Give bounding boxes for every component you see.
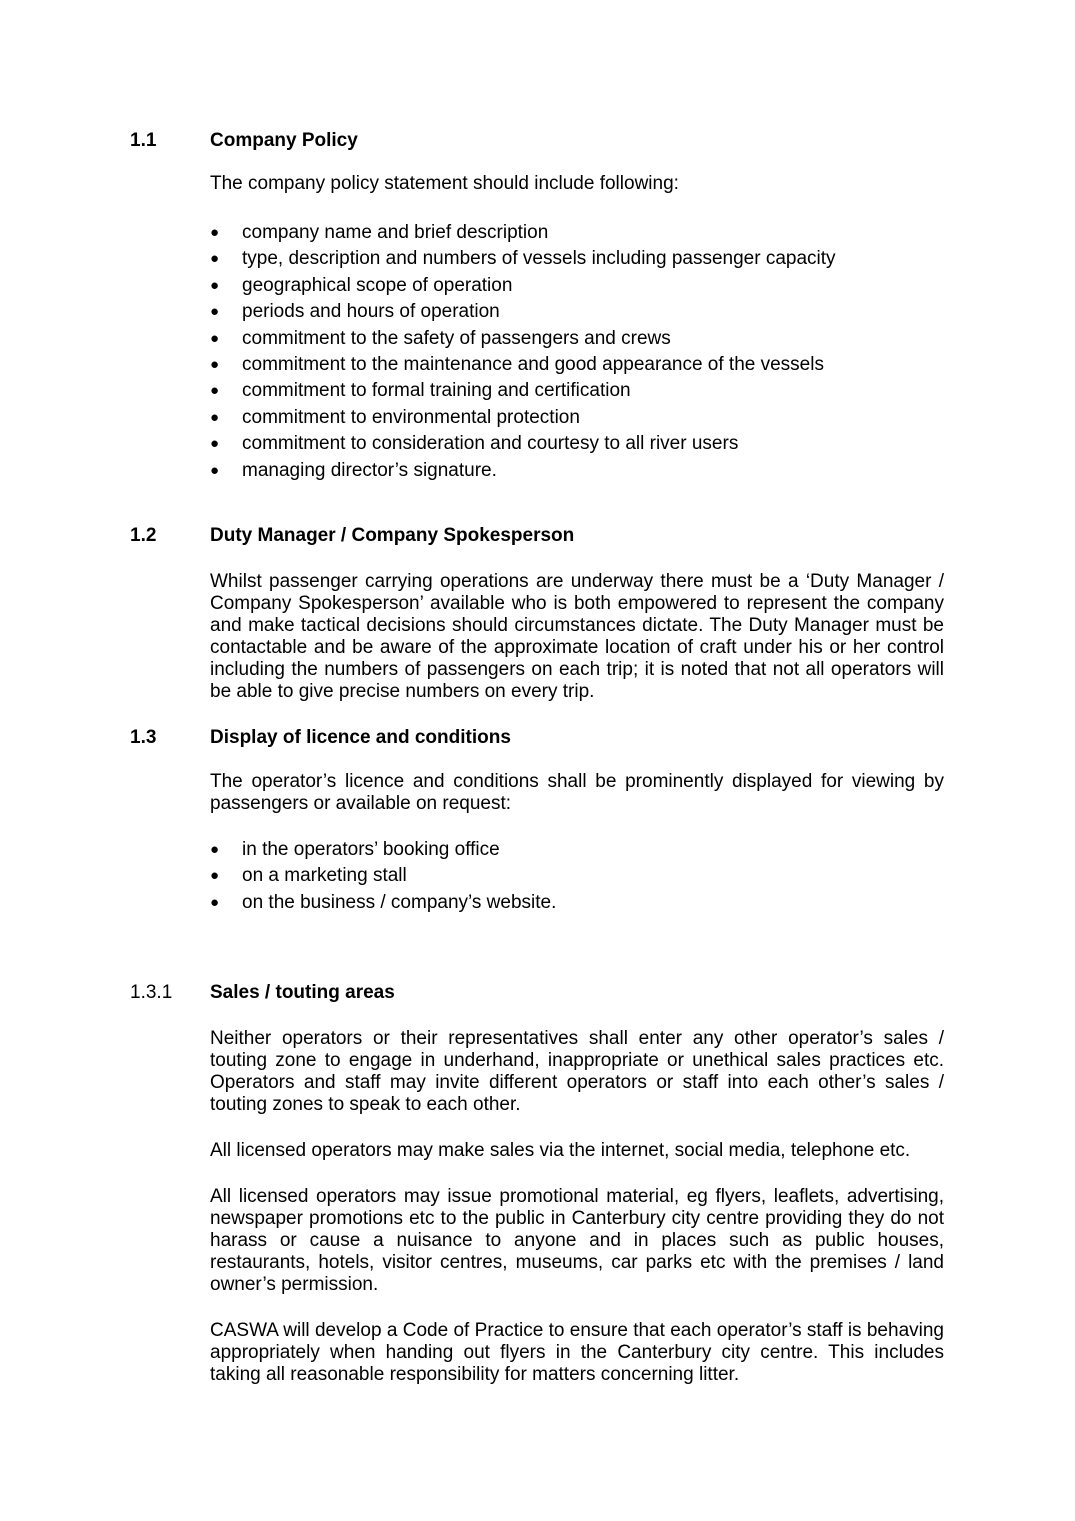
section-title: Display of licence and conditions bbox=[210, 727, 511, 748]
section-1-1 bbox=[0, 129, 1075, 481]
section-title: Company Policy bbox=[210, 130, 358, 151]
section-1-2 bbox=[0, 524, 1075, 702]
bullet-icon: ● bbox=[210, 250, 220, 268]
section-number: 1.3.1 bbox=[130, 982, 173, 1003]
bullet-icon: ● bbox=[210, 408, 220, 426]
body-paragraph: All licensed operators may issue promotional material, eg flyers, leaflets, advertising, newspaper promotions etc to the public in Canterbury city centre providing they do not harass or cause a nuisance to anyone and in places such as public houses, restaurants, hotels, visitor centres, museums, car parks etc with the premises / land owner’s permission. bbox=[210, 1186, 944, 1295]
list-item: ● on the business / company’s website. bbox=[210, 890, 944, 916]
section-number: 1.2 bbox=[130, 525, 157, 546]
list-item: ● commitment to environmental protection bbox=[210, 405, 944, 431]
bullet-list bbox=[210, 837, 944, 916]
section-heading bbox=[0, 726, 1075, 750]
list-item: ● commitment to the safety of passengers and crews bbox=[210, 326, 944, 352]
list-item: ● in the operators’ booking office bbox=[210, 837, 944, 863]
list-item: ● commitment to the maintenance and good appearance of the vessels bbox=[210, 352, 944, 378]
bullet-icon: ● bbox=[210, 224, 220, 241]
section-1-3-1 bbox=[0, 981, 1075, 1385]
section-body bbox=[210, 173, 944, 484]
section-body bbox=[210, 771, 944, 916]
section-1-3 bbox=[0, 726, 1075, 913]
intro-paragraph: The company policy statement should include following: bbox=[210, 173, 679, 194]
list-item: ● managing director’s signature. bbox=[210, 458, 944, 484]
list-item: ● type, description and numbers of vessels including passenger capacity bbox=[210, 246, 944, 272]
section-body bbox=[210, 571, 944, 703]
bullet-icon: ● bbox=[210, 461, 220, 479]
section-number: 1.1 bbox=[130, 130, 157, 151]
body-paragraph: All licensed operators may make sales via the internet, social media, telephone etc. bbox=[210, 1140, 911, 1161]
body-paragraph: CASWA will develop a Code of Practice to ensure that each operator’s staff is behaving appropriately when handing out flyers in the Canterbury city centre. This includes taking all reasonable responsibility for matters concerning litter. bbox=[210, 1320, 944, 1385]
list-item: ● on a marketing stall bbox=[210, 863, 944, 889]
section-number: 1.3 bbox=[130, 727, 157, 748]
bullet-icon: ● bbox=[210, 382, 220, 400]
section-title: Duty Manager / Company Spokesperson bbox=[210, 525, 575, 546]
section-body bbox=[210, 1028, 944, 1386]
bullet-icon: ● bbox=[210, 435, 220, 453]
section-heading bbox=[0, 129, 1075, 153]
bullet-icon: ● bbox=[210, 893, 220, 911]
body-paragraph: Neither operators or their representatives shall enter any other operator’s sales / touting zone to engage in underhand, inappropriate or unethical sales practices etc. Operators and staff may invite different operators or staff into each other’s sales / touting zones to speak to each other. bbox=[210, 1028, 944, 1115]
list-item: ● company name and brief description bbox=[210, 220, 944, 246]
list-item: ● geographical scope of operation bbox=[210, 273, 944, 299]
section-heading bbox=[0, 524, 1075, 548]
bullet-icon: ● bbox=[210, 355, 220, 373]
bullet-icon: ● bbox=[210, 276, 220, 294]
list-item: ● periods and hours of operation bbox=[210, 299, 944, 325]
bullet-icon: ● bbox=[210, 841, 220, 858]
list-item: ● commitment to formal training and certification bbox=[210, 378, 944, 404]
list-item: ● commitment to consideration and courtesy to all river users bbox=[210, 431, 944, 457]
bullet-list bbox=[210, 220, 944, 484]
bullet-icon: ● bbox=[210, 303, 220, 321]
section-title: Sales / touting areas bbox=[210, 982, 395, 1003]
bullet-icon: ● bbox=[210, 329, 220, 347]
body-paragraph: Whilst passenger carrying operations are underway there must be a ‘Duty Manager / Company Spokesperson’ available who is both empowered to represent the company and make tactical decisions should circumstances dictate. The Duty Manager must be contactable and be aware of the approximate location of craft under his or her control including the numbers of passengers on each trip; it is noted that not all operators will be able to give precise numbers on every trip. bbox=[210, 571, 944, 702]
intro-paragraph: The operator’s licence and conditions shall be prominently displayed for viewing by passengers or available on request: bbox=[210, 771, 944, 814]
bullet-icon: ● bbox=[210, 867, 220, 885]
section-heading bbox=[0, 981, 1075, 1005]
